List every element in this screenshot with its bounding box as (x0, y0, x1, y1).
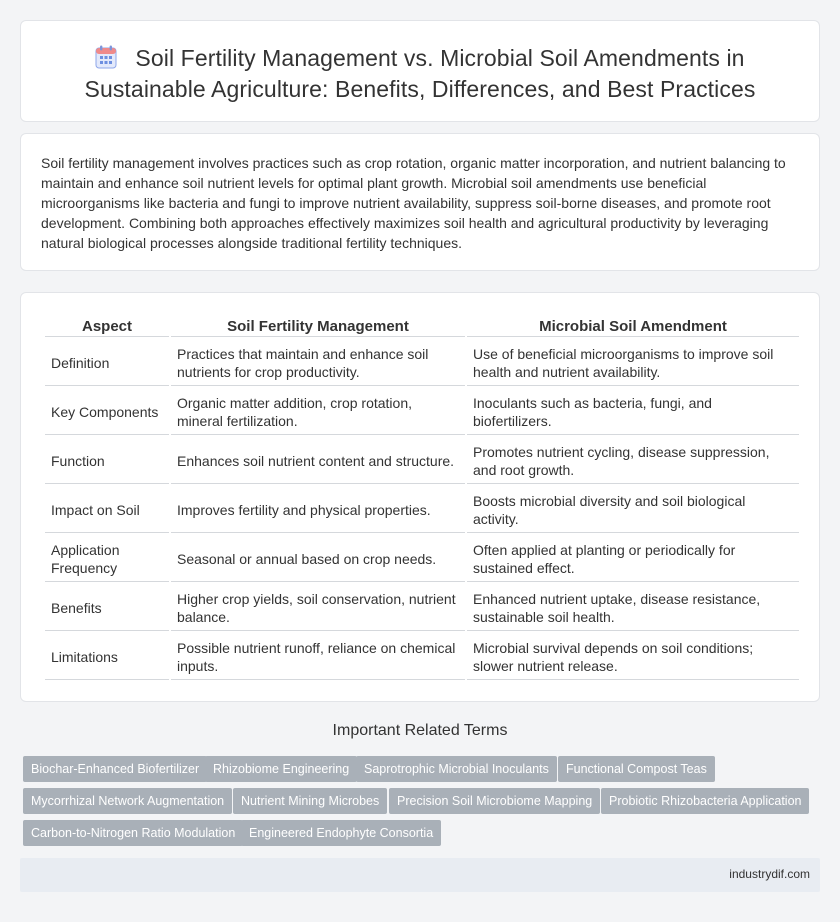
related-tag[interactable]: Saprotrophic Microbial Inoculants (356, 756, 557, 782)
related-tag[interactable]: Biochar-Enhanced Biofertilizer (23, 756, 207, 782)
row-soil-fertility: Improves fertility and physical properties. (171, 484, 465, 533)
row-soil-fertility: Organic matter addition, crop rotation, mineral fertilization. (171, 386, 465, 435)
table-row (45, 484, 799, 533)
related-tag[interactable]: Engineered Endophyte Consortia (241, 820, 441, 846)
page-title (51, 43, 789, 105)
row-soil-fertility: Seasonal or annual based on crop needs. (171, 533, 465, 582)
table-row (45, 435, 799, 484)
header-soil-fertility: Soil Fertility Management (171, 313, 465, 337)
related-terms-title: Important Related Terms (332, 722, 508, 739)
row-aspect: Benefits (45, 582, 169, 631)
intro-card (20, 133, 820, 271)
row-aspect: Key Components (45, 386, 169, 435)
related-tag[interactable]: Probiotic Rhizobacteria Application (601, 788, 809, 814)
row-soil-fertility: Enhances soil nutrient content and structure. (171, 435, 465, 484)
table-row (45, 582, 799, 631)
row-microbial: Inoculants such as bacteria, fungi, and biofertilizers. (467, 386, 799, 435)
calendar-icon (95, 45, 117, 69)
footer-site-link[interactable]: industrydif.com (729, 867, 810, 881)
row-aspect: Limitations (45, 631, 169, 680)
table-row (45, 337, 799, 386)
row-aspect: Function (45, 435, 169, 484)
table-row (45, 533, 799, 582)
row-aspect: Application Frequency (45, 533, 169, 582)
row-microbial: Microbial survival depends on soil conditions; slower nutrient release. (467, 631, 799, 680)
related-terms-section (20, 722, 820, 840)
row-microbial: Use of beneficial microorganisms to improve soil health and nutrient availability. (467, 337, 799, 386)
table-header-row (45, 313, 799, 337)
title-card (20, 20, 820, 122)
row-microbial: Often applied at planting or periodically for sustained effect. (467, 533, 799, 582)
related-tag[interactable]: Precision Soil Microbiome Mapping (389, 788, 600, 814)
page-title-text: Soil Fertility Management vs. Microbial Soil Amendments in Sustainable Agriculture: Benefits, Differences, and Best Practices (84, 45, 756, 102)
row-soil-fertility: Possible nutrient runoff, reliance on chemical inputs. (171, 631, 465, 680)
row-aspect: Impact on Soil (45, 484, 169, 533)
row-soil-fertility: Practices that maintain and enhance soil nutrients for crop productivity. (171, 337, 465, 386)
intro-paragraph: Soil fertility management involves practices such as crop rotation, organic matter incorporation, and nutrient balancing to maintain and enhance soil nutrient levels for optimal plant growth. Microbial soil amendments use beneficial microorganisms like bacteria and fungi to improve nutrient availability, suppress soil-borne diseases, and promote root development. Combining both approaches effectively maximizes soil health and agricultural productivity by leveraging natural biological processes alongside traditional fertility techniques. (41, 155, 786, 251)
row-microbial: Promotes nutrient cycling, disease suppression, and root growth. (467, 435, 799, 484)
related-tag[interactable]: Functional Compost Teas (558, 756, 715, 782)
related-tag[interactable]: Rhizobiome Engineering (205, 756, 357, 782)
related-tag[interactable]: Nutrient Mining Microbes (233, 788, 387, 814)
related-tag[interactable]: Mycorrhizal Network Augmentation (23, 788, 232, 814)
row-aspect: Definition (45, 337, 169, 386)
row-microbial: Boosts microbial diversity and soil biological activity. (467, 484, 799, 533)
comparison-table-card (20, 292, 820, 702)
row-soil-fertility: Higher crop yields, soil conservation, nutrient balance. (171, 582, 465, 631)
related-tag[interactable]: Carbon-to-Nitrogen Ratio Modulation (23, 820, 243, 846)
table-row (45, 386, 799, 435)
row-microbial: Enhanced nutrient uptake, disease resistance, sustainable soil health. (467, 582, 799, 631)
header-aspect: Aspect (45, 313, 169, 337)
table-row (45, 631, 799, 680)
header-microbial: Microbial Soil Amendment (467, 313, 799, 337)
comparison-table (43, 313, 801, 680)
footer (20, 858, 820, 892)
